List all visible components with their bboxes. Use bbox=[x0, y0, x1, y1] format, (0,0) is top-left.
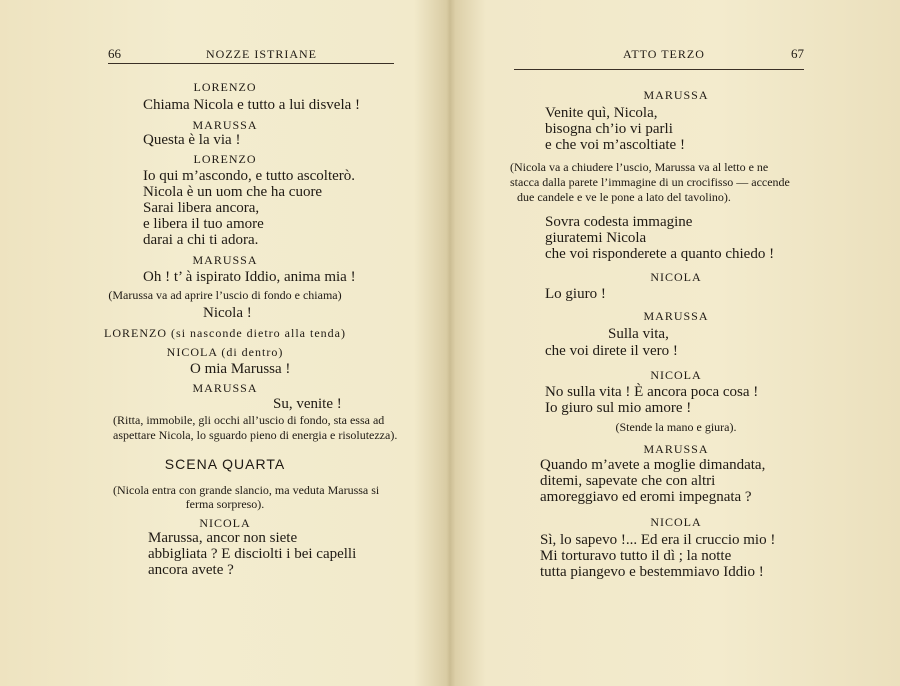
verse-line: giuratemi Nicola bbox=[545, 230, 647, 246]
verse-line: e che voi m’ascoltiate ! bbox=[545, 137, 685, 153]
verse-line: Lo giuro ! bbox=[545, 286, 606, 302]
verse-line: Sovra codesta immagine bbox=[545, 214, 693, 230]
verse-line: ancora avete ? bbox=[148, 562, 234, 578]
verse-line: che voi direte il vero ! bbox=[545, 343, 678, 359]
verse-line: darai a chi ti adora. bbox=[143, 232, 259, 248]
speaker-with-direction: NICOLA (di dentro) bbox=[166, 345, 284, 359]
verse-line: e libera il tuo amore bbox=[143, 216, 264, 232]
stage-direction: (Nicola entra con grande slancio, ma veduta Marussa si bbox=[113, 483, 380, 497]
verse-line: che voi risponderete a quanto chiedo ! bbox=[545, 246, 775, 262]
stage-direction: stacca dalla parete l’immagine di un crocifisso — accende bbox=[510, 175, 790, 189]
verse-line: Quando m’avete a moglie dimandata, bbox=[540, 457, 766, 473]
verse-line: Mi torturavo tutto il dì ; la notte bbox=[540, 548, 732, 564]
verse-line: abbigliata ? E disciolti i bei capelli bbox=[148, 546, 357, 562]
scene-heading: SCENA QUARTA bbox=[164, 456, 286, 472]
verse-line: tutta piangevo e bestemmiavo Iddio ! bbox=[540, 564, 764, 580]
verse-line: Nicola ! bbox=[203, 305, 252, 321]
verse-line: O mia Marussa ! bbox=[190, 361, 291, 377]
verse-line: Sì, lo sapevo !... Ed era il cruccio mio ! bbox=[540, 532, 776, 548]
speaker-name: LORENZO bbox=[193, 152, 257, 166]
verse-line: Sulla vita, bbox=[608, 326, 669, 342]
verse-line: ditemi, sapevate che con altri bbox=[540, 473, 716, 489]
verse-line: Io qui m’ascondo, e tutto ascolterò. bbox=[143, 168, 356, 184]
stage-direction: (Stende la mano e giura). bbox=[615, 420, 737, 434]
speaker-name: MARUSSA bbox=[192, 253, 258, 267]
speaker-with-direction: LORENZO (si nasconde dietro alla tenda) bbox=[104, 326, 346, 340]
header-rule bbox=[108, 63, 394, 64]
speaker-name: MARUSSA bbox=[192, 118, 258, 132]
verse-line: Chiama Nicola e tutto a lui disvela ! bbox=[143, 97, 361, 113]
stage-direction: aspettare Nicola, lo sguardo pieno di energia e risolutezza). bbox=[113, 428, 398, 442]
stage-direction: due candele e ve le pone a lato del tavolino). bbox=[517, 190, 731, 204]
speaker-name: NICOLA bbox=[650, 270, 702, 284]
header-rule bbox=[514, 69, 804, 70]
verse-line: Nicola è un uom che ha cuore bbox=[143, 184, 323, 200]
speaker-name: MARUSSA bbox=[643, 442, 709, 456]
page-number: 67 bbox=[791, 46, 804, 61]
verse-line: Su, venite ! bbox=[273, 396, 342, 412]
verse-line: Oh ! t’ à ispirato Iddio, anima mia ! bbox=[143, 269, 356, 285]
stage-direction: ferma sorpreso). bbox=[185, 497, 265, 511]
right-page-header bbox=[514, 46, 804, 66]
verse-line: Io giuro sul mio amore ! bbox=[545, 400, 692, 416]
verse-line: bisogna ch’io vi parli bbox=[545, 121, 673, 137]
speaker-name: MARUSSA bbox=[643, 309, 709, 323]
speaker-name: NICOLA bbox=[199, 516, 251, 530]
right-page bbox=[452, 0, 900, 686]
running-title: ATTO TERZO bbox=[623, 47, 705, 61]
speaker-name: MARUSSA bbox=[192, 381, 258, 395]
running-title: NOZZE ISTRIANE bbox=[206, 47, 317, 61]
verse-line: Questa è la via ! bbox=[143, 132, 241, 148]
verse-line: No sulla vita ! È ancora poca cosa ! bbox=[545, 384, 759, 400]
speaker-name: NICOLA bbox=[650, 515, 702, 529]
speaker-name: MARUSSA bbox=[643, 88, 709, 102]
verse-line: amoreggiavo ed eromi impegnata ? bbox=[540, 489, 752, 505]
stage-direction: (Nicola va a chiudere l’uscio, Marussa va al letto e ne bbox=[510, 160, 769, 174]
verse-line: Marussa, ancor non siete bbox=[148, 530, 298, 546]
verse-line: Venite quì, Nicola, bbox=[545, 105, 658, 121]
speaker-name: NICOLA bbox=[650, 368, 702, 382]
page-number: 66 bbox=[108, 46, 121, 61]
verse-line: Sarai libera ancora, bbox=[143, 200, 260, 216]
stage-direction: (Marussa va ad aprire l’uscio di fondo e chiama) bbox=[108, 288, 342, 302]
speaker-name: LORENZO bbox=[193, 80, 257, 94]
stage-direction: (Ritta, immobile, gli occhi all’uscio di fondo, sta essa ad bbox=[113, 413, 385, 427]
